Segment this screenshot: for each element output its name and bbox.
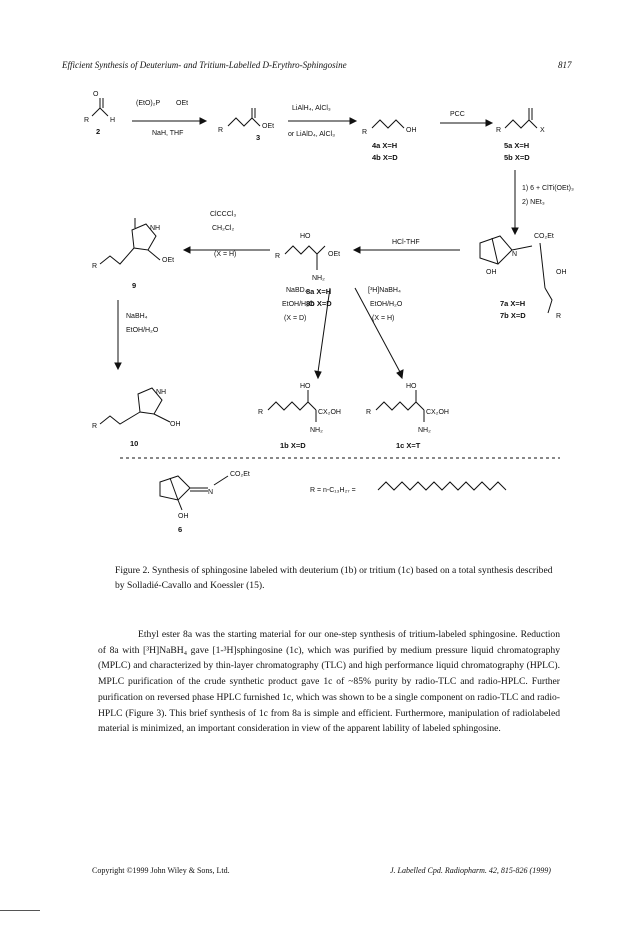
label-4a: 4a X=H [372, 141, 398, 150]
ester-oet-8: OEt [328, 251, 341, 258]
r-group-1b: R [258, 409, 264, 416]
r-group-8: R [275, 253, 281, 260]
structure-6 [160, 476, 228, 510]
reagent-6-mid: CH₂Cl₂ [212, 225, 235, 232]
reagent-9-2: EtOH/H₂O [370, 301, 403, 308]
x-5: X [540, 127, 545, 134]
r-group-4: R [362, 129, 368, 136]
reagent-1-top: (EtO)₂P [136, 100, 161, 107]
body-paragraph: Ethyl ester 8a was the starting material for our one-step synthesis of tritium-labeled sphingosine. Reduction of 8a with [³H]NaBH₄ gave [1-³H]sphingosine (1c), which was purified by medium pressure liquid chromatography (MPLC) and characterized by thin-layer chromatography (TLC) and high performance liquid chromatography (HPLC). MPLC purification of the crude synthetic product gave 1c of ~85% purity by radio-TLC and radio-HPLC. Further purification on reversed phase HPLC furnished 1c, which was shown to be a single component on radio-TLC and radio-HPLC (Figure 3). This brief synthesis of 1c from 8a is simple and efficient. Furthermore, manipulation of radiolabeled material is minimized, an important consideration in view of the apparent lability of labeled sphingosine. [98, 629, 560, 735]
amine-nh2-8: NH₂ [312, 275, 325, 282]
label-3: 3 [256, 133, 261, 142]
reagent-6-bottom: (X = H) [214, 251, 237, 258]
structure-1b [268, 390, 316, 422]
ester-oet-3: OEt [262, 123, 275, 130]
hydroxyl-ho-1c: HO [406, 383, 417, 390]
figure-caption: Figure 2. Synthesis of sphingosine labeled with deuterium (1b) or tritium (1c) based on a total synthesis described by Solladié-Cavallo and Koessler (15). [115, 565, 553, 591]
methanol-cx2oh-1b: CX₂OH [318, 409, 341, 416]
reagent-2-bottom: or LiAlD₄, AlCl₃ [288, 131, 335, 138]
label-10: 10 [130, 439, 139, 448]
hydroxyl-oh-6: OH [178, 513, 189, 520]
amine-nh2-1b: NH₂ [310, 427, 323, 434]
label-8a: 8a X=H [306, 287, 332, 296]
r-definition: R = n-C₁₃H₂₇ = [310, 487, 356, 494]
scan-edge-mark [0, 910, 40, 911]
ester-co2et-7: CO₂Et [534, 233, 554, 240]
reagent-1-bottom: NaH, THF [152, 130, 184, 137]
hydroxyl-oh-10: OH [170, 421, 181, 428]
structure-3 [228, 108, 260, 126]
reagent-8-2: EtOH/H₂O [282, 301, 315, 308]
r-group-3: R [218, 127, 224, 134]
hydroxyl-oh-7: OH [486, 269, 497, 276]
r-group-9: R [92, 263, 98, 270]
alcohol-oh-4: OH [406, 127, 417, 134]
label-2: 2 [96, 127, 101, 136]
reagent-8-3: (X = D) [284, 315, 307, 322]
structure-1c [376, 390, 424, 422]
citation-footer: J. Labelled Cpd. Radiopharm. 42, 815-826 (1999) [390, 866, 551, 875]
reagent-2-top: LiAlH₄, AlCl₃ [292, 105, 331, 112]
reagent-9-1: [³H]NaBH₄ [368, 287, 401, 294]
reagent-9-3: (X = H) [372, 315, 395, 322]
label-4b: 4b X=D [372, 153, 398, 162]
amine-nh2-1c: NH₂ [418, 427, 431, 434]
r-chain-zigzag [378, 482, 506, 490]
imide-nh-10: NH [156, 389, 167, 396]
copyright-footer: Copyright ©1999 John Wiley & Sons, Ltd. [92, 866, 230, 875]
ester-co2et-6: CO₂Et [230, 471, 250, 478]
aldehyde-h: H [110, 117, 116, 124]
hydroxyl-ho-1b: HO [300, 383, 311, 390]
hydroxyl-oh-7b: OH [556, 269, 567, 276]
label-9: 9 [132, 281, 137, 290]
page-number: 817 [558, 60, 572, 70]
structure-8 [285, 246, 325, 270]
ester-oet-9: OEt [162, 257, 175, 264]
reagent-5: HCl-THF [392, 239, 420, 246]
r-group-2: R [84, 117, 90, 124]
reagent-1-oet: OEt [176, 100, 189, 107]
structure-5 [505, 108, 537, 128]
label-6: 6 [178, 525, 183, 534]
aldehyde-o: O [93, 91, 99, 98]
imine-n-6: N [208, 489, 214, 496]
reagent-7-1: NaBH₄ [126, 313, 148, 320]
label-8b: 8b X=D [306, 299, 332, 308]
reagent-7-2: EtOH/H₂O [126, 327, 159, 334]
reaction-scheme [0, 78, 627, 534]
label-1b: 1b X=D [280, 441, 306, 450]
r-group-10: R [92, 423, 98, 430]
running-title: Efficient Synthesis of Deuterium- and Tritium-Labelled D-Erythro-Sphingosine [62, 60, 347, 70]
structure-2 [92, 98, 108, 116]
reagent-8-1: NaBD₄ [286, 287, 308, 294]
reagent-4-step1: 1) 6 + ClTi(OEt)₃ [522, 185, 574, 192]
imide-nh-9: NH [150, 225, 161, 232]
imine-n-7: N [512, 251, 518, 258]
label-7a: 7a X=H [500, 299, 526, 308]
r-group-7: R [556, 313, 562, 320]
reagent-3: PCC [450, 111, 465, 118]
r-group-5: R [496, 127, 502, 134]
methanol-cx2oh-1c: CX₂OH [426, 409, 449, 416]
label-1c: 1c X=T [396, 441, 421, 450]
reagent-6-top: ClCCCl₃ [210, 211, 237, 218]
label-5b: 5b X=D [504, 153, 530, 162]
r-group-1c: R [366, 409, 372, 416]
hydroxyl-ho-8: HO [300, 233, 311, 240]
structure-4 [372, 120, 404, 128]
label-5a: 5a X=H [504, 141, 530, 150]
label-7b: 7b X=D [500, 311, 526, 320]
reagent-4-step2: 2) NEt₃ [522, 199, 545, 206]
